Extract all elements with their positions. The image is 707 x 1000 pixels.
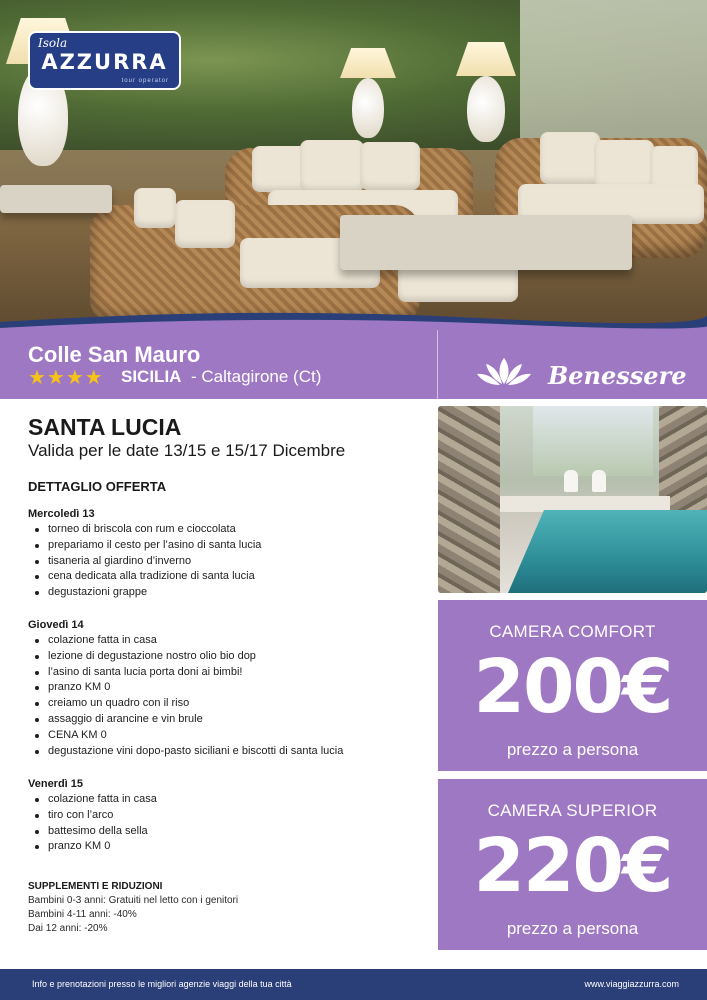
list-item: pranzo KM 0 <box>28 680 343 696</box>
list-item: prepariamo il cesto per l’asino di santa lucia <box>28 538 261 554</box>
footer-info: Info e prenotazioni presso le migliori agenzie viaggi della tua città <box>32 979 292 989</box>
list-item: colazione fatta in casa <box>28 633 343 649</box>
day-title: Venerdì 15 <box>28 778 84 790</box>
list-item: l’asino di santa lucia porta doni ai bimbi! <box>28 665 343 681</box>
day-block-friday <box>28 776 157 855</box>
list-item: cena dedicata alla tradizione di santa lucia <box>28 569 261 585</box>
list-item: torneo di briscola con rum e cioccolata <box>28 522 261 538</box>
list-item: lezione di degustazione nostro olio bio dop <box>28 649 343 665</box>
day-block-thursday <box>28 617 343 759</box>
list-item: tisaneria al giardino d’inverno <box>28 554 261 570</box>
price-card-comfort <box>438 600 707 771</box>
brand-name: AZZURRA <box>41 50 168 74</box>
room-type: CAMERA SUPERIOR <box>487 801 658 820</box>
hotel-region: SICILIA <box>121 367 182 386</box>
price-per-person: prezzo a persona <box>506 919 639 938</box>
offer-detail-heading: DETTAGLIO OFFERTA <box>28 479 167 494</box>
hotel-city: - Caltagirone (Ct) <box>191 367 322 386</box>
supplement-line: Bambini 0-3 anni: Gratuiti nel letto con i genitori <box>28 895 239 906</box>
brand-logo <box>28 31 181 90</box>
brand-tagline: tour operator <box>121 78 169 84</box>
price-amount: 220€ <box>473 823 672 909</box>
brand-isola: Isola <box>38 36 68 50</box>
footer-website-link[interactable]: www.viaggiazzurra.com <box>584 979 679 989</box>
list-item: creiamo un quadro con il riso <box>28 696 343 712</box>
day-title: Mercoledì 13 <box>28 508 95 520</box>
star-rating: ★★★★ <box>28 367 104 389</box>
list-item: tiro con l’arco <box>28 808 157 824</box>
category-label: Benessere <box>548 361 687 390</box>
price-amount: 200€ <box>473 644 672 730</box>
supplement-line: Bambini 4-11 anni: -40% <box>28 909 137 920</box>
list-item: CENA KM 0 <box>28 728 343 744</box>
supplements-title: SUPPLEMENTI E RIDUZIONI <box>28 881 163 892</box>
price-per-person: prezzo a persona <box>506 740 639 759</box>
pool-photo <box>438 406 707 593</box>
list-item: pranzo KM 0 <box>28 839 157 855</box>
day-title: Giovedì 14 <box>28 619 84 631</box>
list-item: assaggio di arancine e vin brule <box>28 712 343 728</box>
price-card-superior <box>438 779 707 950</box>
list-item: degustazione vini dopo-pasto siciliani e biscotti di santa lucia <box>28 744 343 760</box>
offer-dates: Valida per le date 13/15 e 15/17 Dicembre <box>28 441 346 460</box>
offer-title: SANTA LUCIA <box>28 414 182 440</box>
lotus-icon <box>476 354 532 388</box>
supplement-line: Dai 12 anni: -20% <box>28 923 108 934</box>
day-block-wednesday <box>28 506 261 601</box>
room-type: CAMERA COMFORT <box>489 622 656 641</box>
hotel-name: Colle San Mauro <box>28 342 201 367</box>
list-item: degustazioni grappe <box>28 585 261 601</box>
list-item: colazione fatta in casa <box>28 792 157 808</box>
supplements-section <box>28 881 238 936</box>
list-item: battesimo della sella <box>28 824 157 840</box>
